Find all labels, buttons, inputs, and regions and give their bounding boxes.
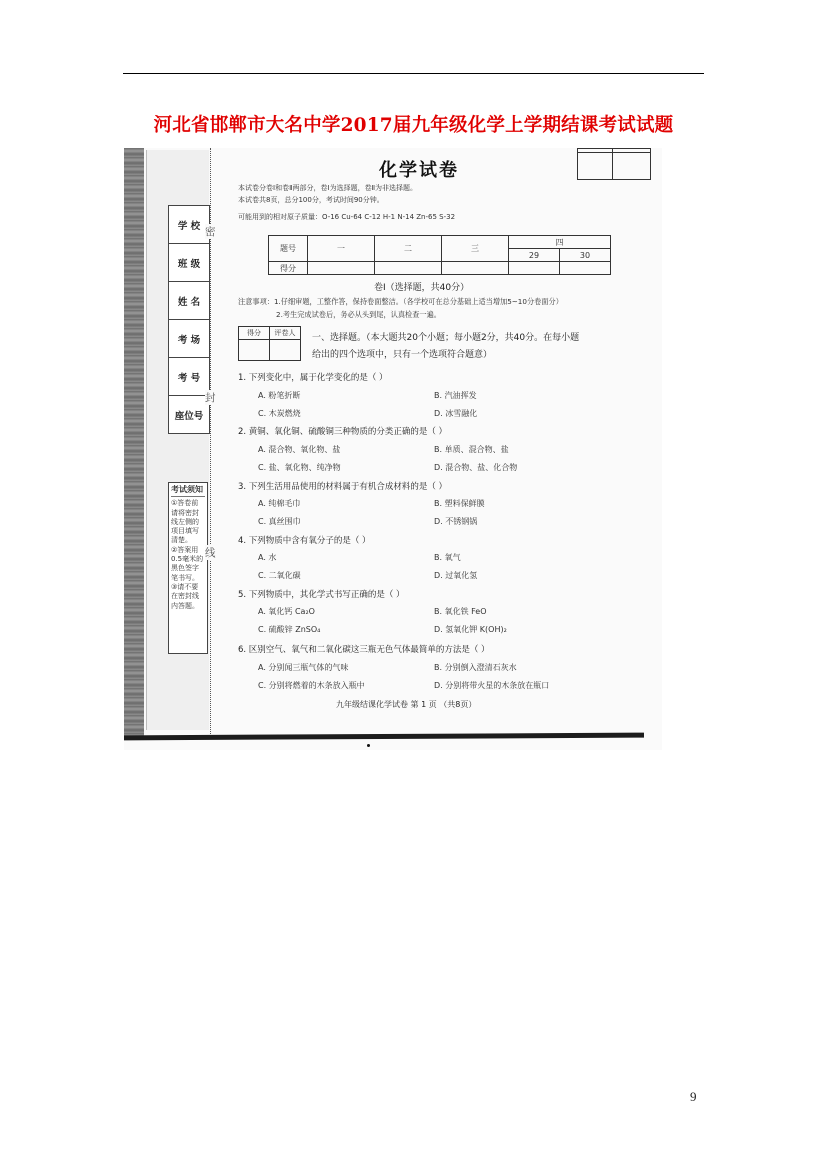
score-table-subcol: 30 <box>560 249 611 262</box>
option-d: D. 混合物、盐、化合物 <box>434 463 518 472</box>
header-rule <box>123 73 704 74</box>
question-5: 5. 下列物质中，其化学式书写正确的是（ ） <box>238 590 405 600</box>
option-d: D. 氢氧化钾 K(OH)₂ <box>434 625 507 634</box>
grader-box <box>238 326 301 361</box>
field-class: 班 级 <box>169 244 209 282</box>
option-d: D. 不锈钢锅 <box>434 517 478 526</box>
option-c: C. 二氧化碳 <box>258 571 301 580</box>
option-c: C. 木炭燃烧 <box>258 409 301 418</box>
grader-score-label: 得分 <box>239 327 270 340</box>
exam-info-line: 本试卷共8页，总分100分，考试时间90分钟。 <box>238 196 384 204</box>
exam-notice-box <box>168 482 208 654</box>
score-table-row-label: 得分 <box>269 262 308 275</box>
student-info-fields <box>168 205 210 434</box>
field-seat-number: 座位号 <box>174 410 204 422</box>
option-b: B. 汽油挥发 <box>434 391 477 400</box>
exam-title: 化学试卷 <box>379 160 459 181</box>
question-1: 1. 下列变化中，属于化学变化的是（ ） <box>238 373 388 383</box>
option-b: B. 氧化铁 FeO <box>434 607 487 616</box>
page-number: 9 <box>690 1089 697 1104</box>
option-a: A. 水 <box>258 553 277 562</box>
atomic-mass-line: 可能用到的相对原子质量：O-16 Cu-64 C-12 H-1 N-14 Zn-65 S-32 <box>238 213 456 221</box>
notes-line: 2.考生完成试卷后，务必从头到尾，认真检查一遍。 <box>276 310 441 319</box>
scan-dot <box>367 744 370 747</box>
seal-char-mi: 密 <box>205 226 216 238</box>
score-cell <box>442 262 509 275</box>
score-table <box>268 235 611 275</box>
option-b: B. 单质、混合物、盐 <box>434 445 509 454</box>
score-cell <box>560 262 611 275</box>
option-c: C. 真丝围巾 <box>258 517 301 526</box>
score-cell <box>509 262 560 275</box>
question-6: 6. 区别空气、氧气和二氧化碳这三瓶无色气体最简单的方法是（ ） <box>238 645 490 655</box>
score-cell <box>375 262 442 275</box>
section1-instructions: 一、选择题。（本大题共20个小题；每小题2分，共40分。在每小题 <box>312 333 580 343</box>
option-a: A. 混合物、氧化物、盐 <box>258 445 341 454</box>
option-a: A. 分别闻三瓶气体的气味 <box>258 663 349 672</box>
exam-page-footer: 九年级结课化学试卷 第 1 页 （共8页） <box>336 700 477 709</box>
option-d: D. 过氧化氢 <box>434 571 478 580</box>
section-heading: 卷Ⅰ（选择题，共40分） <box>374 283 470 293</box>
option-d: D. 冰雪融化 <box>434 409 478 418</box>
option-d: D. 分别将带火星的木条放在瓶口 <box>434 681 550 690</box>
scanned-exam-page <box>124 148 662 750</box>
exam-info-line: 本试卷分卷Ⅰ和卷Ⅱ两部分，卷Ⅰ为选择题，卷Ⅱ为非选择题。 <box>238 184 418 192</box>
field-exam-room: 考 场 <box>169 320 209 358</box>
corner-score-box <box>577 148 651 180</box>
score-table-col: 二 <box>375 236 442 262</box>
option-c: C. 分别将燃着的木条放入瓶中 <box>258 681 365 690</box>
notice-title: 考试须知 <box>171 485 205 497</box>
document-title: 河北省邯郸市大名中学2017届九年级化学上学期结课考试试题 <box>153 115 674 136</box>
question-2: 2. 黄铜、氧化铜、硫酸铜三种物质的分类正确的是（ ） <box>238 427 448 437</box>
grader-reviewer-label: 评卷人 <box>270 327 301 340</box>
notes-line: 注意事项：1.仔细审题，工整作答，保持卷面整洁。（各学校可在总分基础上适当增加5~10分卷面分） <box>238 297 563 306</box>
score-table-subcol: 29 <box>509 249 560 262</box>
field-school: 学 校 <box>169 206 209 244</box>
student-info-panel <box>146 150 209 730</box>
score-table-col: 四 <box>509 236 611 249</box>
option-b: B. 塑料保鲜膜 <box>434 499 485 508</box>
scan-bottom-edge <box>124 733 644 741</box>
score-table-col: 三 <box>442 236 509 262</box>
seal-char-feng: 封 <box>205 392 216 404</box>
scan-binding-edge <box>124 148 144 736</box>
option-c: C. 硫酸锌 ZnSO₄ <box>258 625 321 634</box>
notice-item: ①答卷前请将密封线左侧的项目填写清楚。 <box>171 499 199 545</box>
score-table-col: 一 <box>308 236 375 262</box>
option-a: A. 氧化钙 Ca₂O <box>258 607 315 616</box>
option-a: A. 粉笔折断 <box>258 391 301 400</box>
question-3: 3. 下列生活用品使用的材料属于有机合成材料的是（ ） <box>238 482 448 492</box>
option-b: B. 分别倒入澄清石灰水 <box>434 663 517 672</box>
score-cell <box>308 262 375 275</box>
option-a: A. 纯棉毛巾 <box>258 499 301 508</box>
score-table-header: 题号 <box>269 236 308 262</box>
section1-instructions: 给出的四个选项中，只有一个选项符合题意） <box>312 350 493 360</box>
notice-item: ②答案用0.5毫米的黑色签字笔书写。 <box>171 545 204 582</box>
option-b: B. 氧气 <box>434 553 461 562</box>
seal-char-xian: 线 <box>205 547 216 559</box>
option-c: C. 盐、氧化物、纯净物 <box>258 463 341 472</box>
notice-item: ③请不要在密封线内答题。 <box>171 582 199 610</box>
question-4: 4. 下列物质中含有氧分子的是（ ） <box>238 536 371 546</box>
field-exam-number: 考 号 <box>169 358 209 396</box>
field-name: 姓 名 <box>169 282 209 320</box>
